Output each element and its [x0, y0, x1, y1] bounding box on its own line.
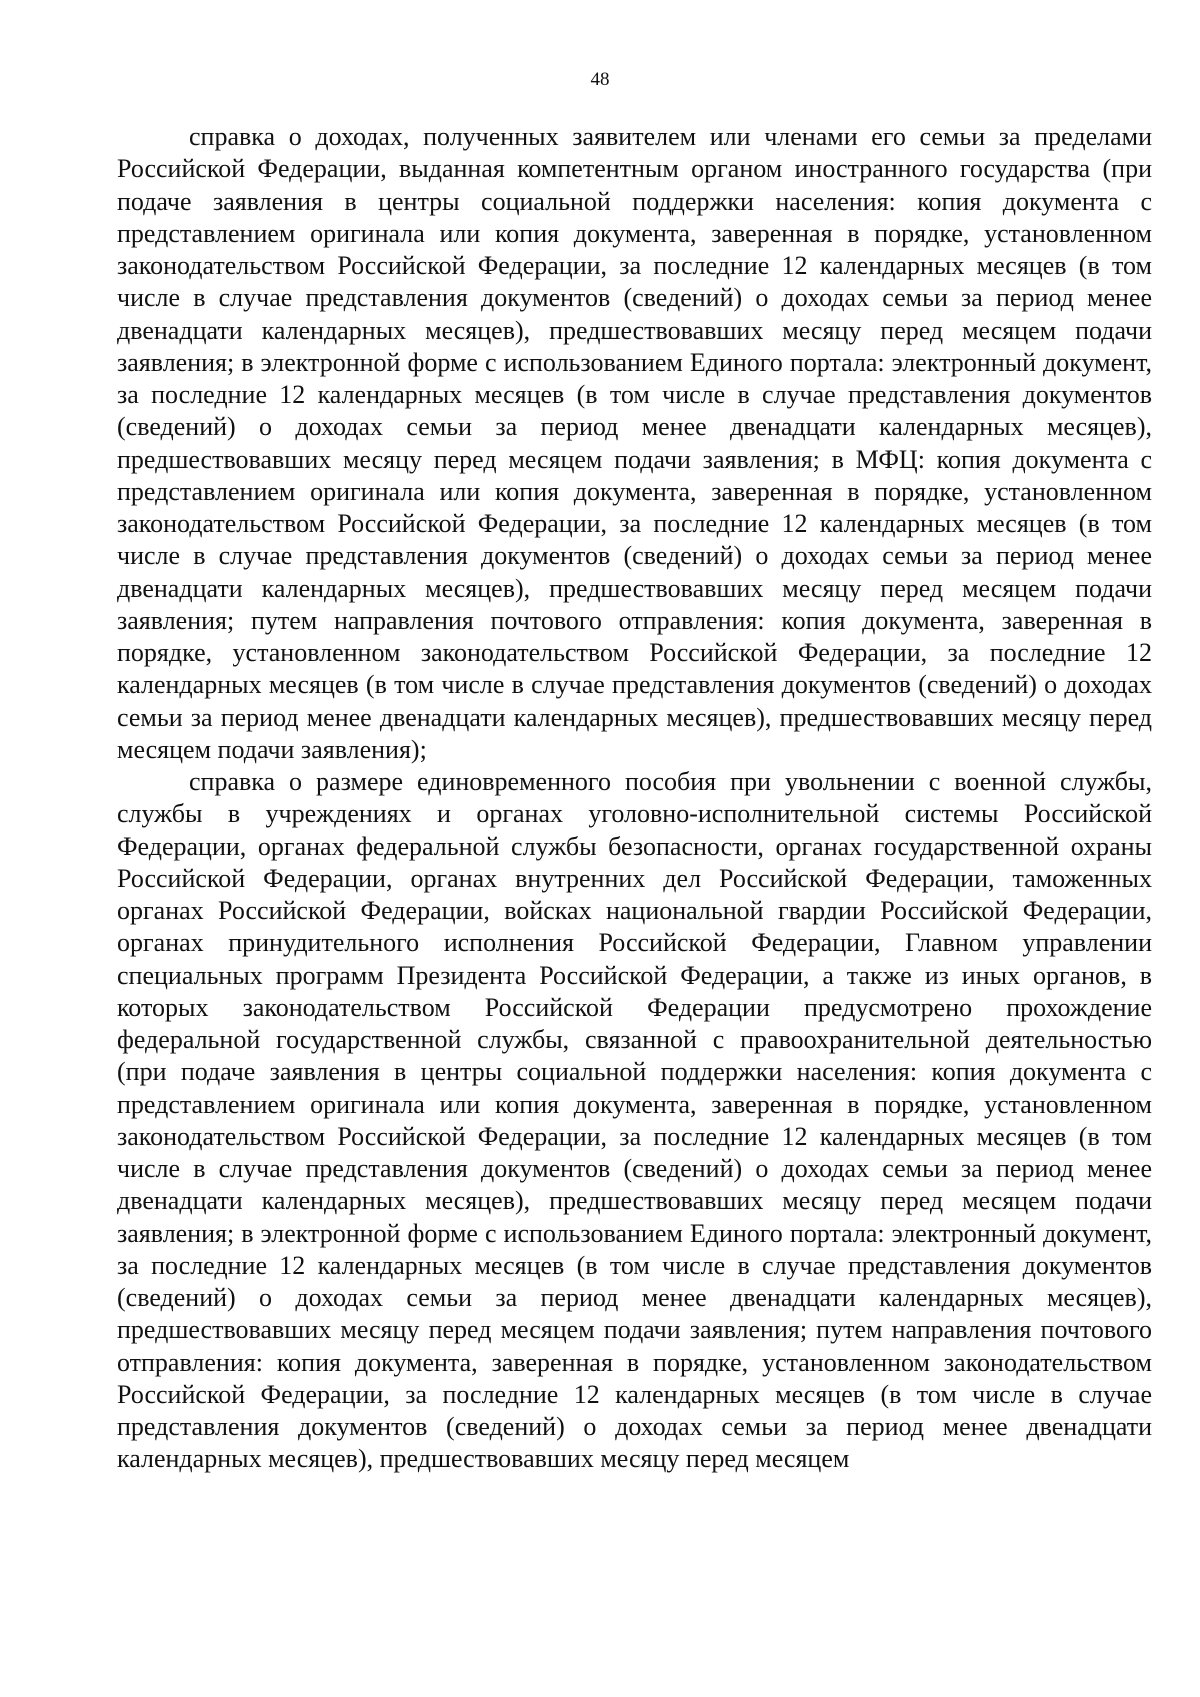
paragraph-income-abroad-certificate: справка о доходах, полученных заявителем или членами его семьи за пределами Российской Федерации, выданная компетентным органом иностранного государства (при подаче заявления в центры социальной поддержки населения: копия документа с представлением оригинала или копия документа, заверенная в порядке, установленном законодательством Российской Федерации, за последние 12 календарных месяцев (в том числе в случае представления документов (сведений) о доходах семьи за период менее двенадцати календарных месяцев), предшествовавших месяцу перед месяцем подачи заявления; в электронной форме с использованием Единого портала: электронный документ, за последние 12 календарных месяцев (в том числе в случае представления документов (сведений) о доходах семьи за период менее двенадцати календарных месяцев), предшествовавших месяцу перед месяцем подачи заявления; в МФЦ: копия документа с представлением оригинала или копия документа, заверенная в порядке, установленном законодательством Российской Федерации, за последние 12 календарных месяцев (в том числе в случае представления документов (сведений) о доходах семьи за период менее двенадцати календарных месяцев), предшествовавших месяцу перед месяцем подачи заявления; путем направления почтового отправления: копия документа, заверенная в порядке, установленном законодательством Российской Федерации, за последние 12 календарных месяцев (в том числе в случае представления документов (сведений) о доходах семьи за период менее двенадцати календарных месяцев), предшествовавших месяцу перед месяцем подачи заявления); [117, 122, 1152, 764]
paragraph-severance-benefit-certificate: справка о размере единовременного пособия при увольнении с военной службы, службы в учреждениях и органах уголовно-исполнительной системы Российской Федерации, органах федеральной службы безопасности, органах государственной охраны Российской Федерации, органах внутренних дел Российской Федерации, таможенных органах Российской Федерации, войсках национальной гвардии Российской Федерации, органах принудительного исполнения Российской Федерации, Главном управлении специальных программ Президента Российской Федерации, а также из иных органов, в которых законодательством Российской Федерации предусмотрено прохождение федеральной государственной службы, связанной с правоохранительной деятельностью (при подаче заявления в центры социальной поддержки населения: копия документа с представлением оригинала или копия документа, заверенная в порядке, установленном законодательством Российской Федерации, за последние 12 календарных месяцев (в том числе в случае представления документов (сведений) о доходах семьи за период менее двенадцати календарных месяцев), предшествовавших месяцу перед месяцем подачи заявления; в электронной форме с использованием Единого портала: электронный документ, за последние 12 календарных месяцев (в том числе в случае представления документов (сведений) о доходах семьи за период менее двенадцати календарных месяцев), предшествовавших месяцу перед месяцем подачи заявления; путем направления почтового отправления: копия документа, заверенная в порядке, установленном законодательством Российской Федерации, за последние 12 календарных месяцев (в том числе в случае представления документов (сведений) о доходах семьи за период менее двенадцати календарных месяцев), предшествовавших месяцу перед месяцем [117, 767, 1152, 1474]
page-number: 48 [590, 69, 610, 90]
document-body [117, 121, 1152, 1476]
